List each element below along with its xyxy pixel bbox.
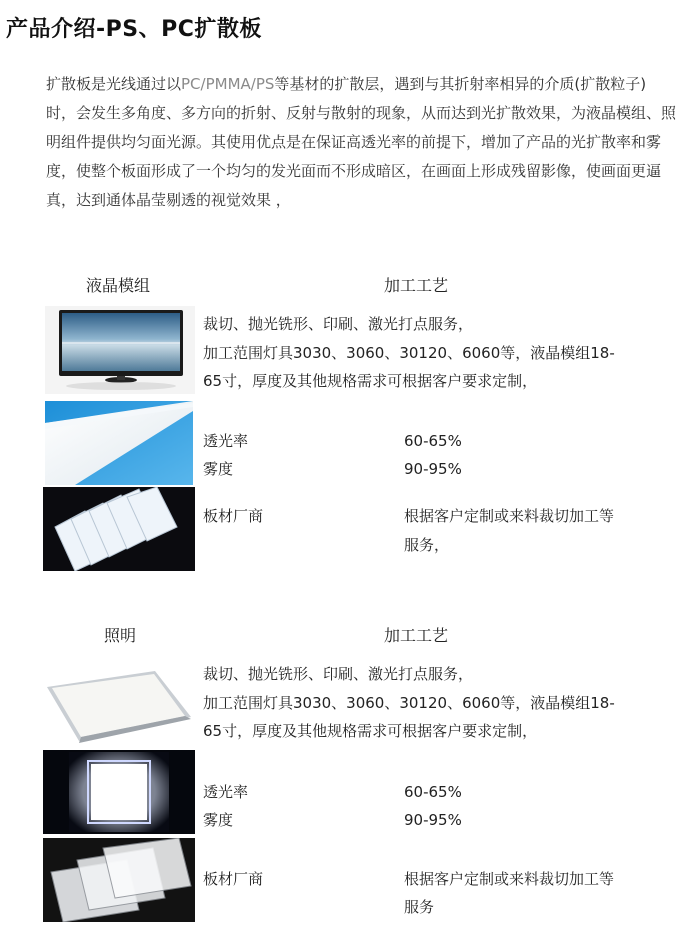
lcd-supplier-value-line-2: 服务， — [404, 536, 450, 554]
translucent-sheets-image — [43, 838, 195, 922]
lighting-haze-value: 90-95% — [404, 811, 462, 829]
lcd-haze-label: 雾度 — [203, 460, 234, 478]
lighting-process-line-1: 裁切、抛光铣形、印刷、激光打点服务， — [203, 665, 474, 683]
lcd-process-line-1: 裁切、抛光铣形、印刷、激光打点服务， — [203, 315, 474, 333]
intro-paragraph — [46, 70, 676, 215]
lcd-process-line-2: 加工范围灯具3030、3060、30120、6060等，液晶模组18- — [203, 344, 615, 362]
lighting-transmittance-label: 透光率 — [203, 783, 249, 801]
section-lighting-heading: 照明 — [104, 626, 137, 645]
intro-materials-highlight: PC/PMMA/PS — [181, 75, 275, 93]
lcd-haze-value: 90-95% — [404, 460, 462, 478]
lcd-tv-image — [45, 306, 195, 394]
lcd-process-line-3: 65寸，厚度及其他规格需求可根据客户要求定制， — [203, 372, 538, 390]
lighting-supplier-label: 板材厂商 — [203, 870, 264, 888]
lighting-haze-label: 雾度 — [203, 811, 234, 829]
lighting-supplier-value-line-2: 服务 — [404, 898, 435, 916]
page-title: 产品介绍-PS、PC扩散板 — [6, 17, 262, 42]
lcd-supplier-value-line-1: 根据客户定制或来料裁切加工等 — [404, 507, 615, 525]
intro-text-after: 等基材的扩散层，遇到与其折射率相异的介质(扩散粒子)时，会发生多角度、多方向的折射、反射与散射的现象，从而达到光扩散效果，为液晶模组、照明组件提供均匀面光源。其使用优点是在保证高透光率的前提下，增加了产品的光扩散率和雾度，使整个板面形成了一个均匀的发光面而不形成暗区，在画面上形成残留影像，使画面更逼真，达到通体晶莹剔透的视觉效果 ， — [46, 75, 677, 209]
lit-panel-image — [43, 750, 195, 834]
lcd-transmittance-value: 60-65% — [404, 432, 462, 450]
lighting-transmittance-value: 60-65% — [404, 783, 462, 801]
section-lcd-process-heading: 加工工艺 — [384, 276, 449, 295]
intro-text-before: 扩散板是光线通过以 — [46, 75, 182, 93]
led-panel-image — [43, 657, 193, 747]
lighting-process-line-3: 65寸，厚度及其他规格需求可根据客户要求定制， — [203, 722, 538, 740]
stacked-sheets-image — [43, 487, 195, 571]
lighting-process-line-2: 加工范围灯具3030、3060、30120、6060等，液晶模组18- — [203, 694, 615, 712]
section-lighting-process-heading: 加工工艺 — [384, 626, 449, 645]
lcd-transmittance-label: 透光率 — [203, 432, 249, 450]
diffuser-sheet-image — [45, 401, 193, 485]
lighting-supplier-value-line-1: 根据客户定制或来料裁切加工等 — [404, 870, 615, 888]
section-lcd-heading: 液晶模组 — [86, 276, 151, 295]
lcd-supplier-label: 板材厂商 — [203, 507, 264, 525]
